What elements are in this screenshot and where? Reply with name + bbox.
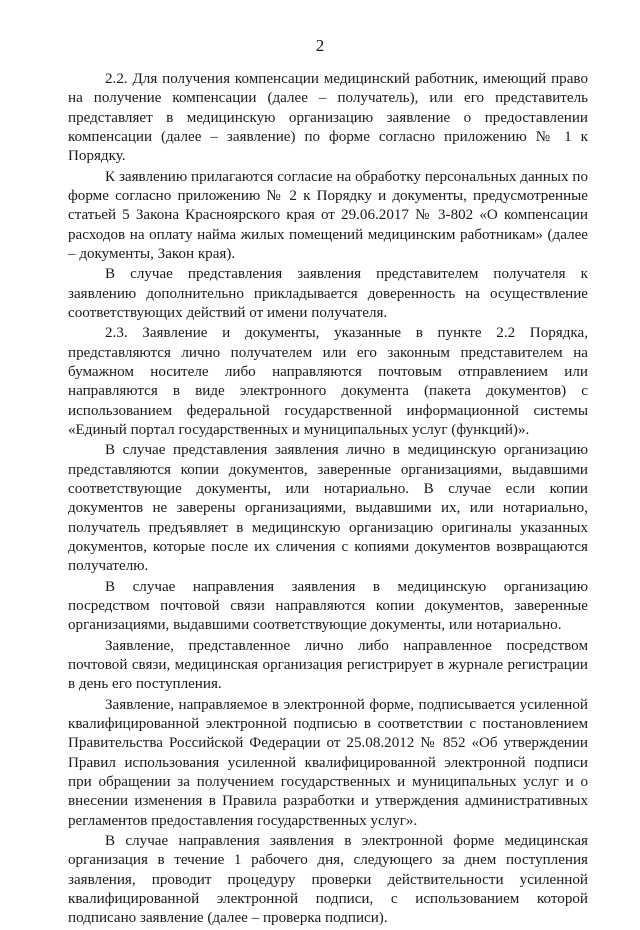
paragraph-by-mail: В случае направления заявления в медицинскую организацию посредством почтовой связи направляются копии документов, заверенные организациями, выдавшими соответствующие документы, или нотариально. <box>68 578 588 634</box>
paragraph-2-2: 2.2. Для получения компенсации медицинский работник, имеющий право на получение компенсации (далее – получатель), или его представитель представляет в медицинскую организацию заявление о предоставлении компенсации (далее – заявление) по форме согласно приложению № 1 к Порядку. <box>68 71 588 165</box>
paragraph-2-3: 2.3. Заявление и документы, указанные в пункте 2.2 Порядка, представляются лично получателем или его законным представителем на бумажном носителе либо направляются почтовым отправлением или направляются в виде электронного документа (пакета документов) с использованием федеральной государственной информационной системы «Единый портал государственных и муниципальных услуг (функций)». <box>68 325 588 438</box>
document-body <box>68 70 588 930</box>
paragraph-representative: В случае представления заявления представителем получателя к заявлению дополнительно прикладывается доверенность на осуществление соответствующих действий от имени получателя. <box>68 266 588 321</box>
paragraph-signature-check: В случае направления заявления в электронной форме медицинская организация в течение 1 рабочего дня, следующего за днем поступления заявления, проводит процедуру проверки действительности усиленной квалифицированной электронной подписи, с использованием которой подписано заявление (далее – проверка подписи). <box>68 833 588 927</box>
paragraph-in-person: В случае представления заявления лично в медицинскую организацию представляются копии документов, заверенные организациями, выдавшими соответствующие документы, или нотариально. В случае если копии документов не заверены организациями, выдавшими их, или нотариально, получатель предъявляет в медицинскую организацию оригиналы указанных документов, которые после их сличения с копиями документов возвращаются получателю. <box>68 442 588 575</box>
paragraph-electronic-signature: Заявление, направляемое в электронной форме, подписывается усиленной квалифицированной электронной подписью в соответствии с постановлением Правительства Российской Федерации от 25.08.2012 № 852 «Об утверждении Правил использования усиленной квалифицированной электронной подписи при обращении за получением государственных и муниципальных услуг и о внесении изменения в Правила разработки и утверждения административных регламентов предоставления государственных услуг». <box>68 696 588 829</box>
paragraph-attachments: К заявлению прилагаются согласие на обработку персональных данных по форме согласно приложению № 2 к Порядку и документы, предусмотренные статьей 5 Закона Красноярского края от 29.06.2017 № 3-802 «О компенсации расходов на оплату найма жилых помещений медицинским работникам» (далее – документы, Закон края). <box>68 168 588 262</box>
page-number: 2 <box>315 36 325 55</box>
paragraph-registration: Заявление, представленное лично либо направленное посредством почтовой связи, медицинская организация регистрирует в журнале регистрации в день его поступления. <box>68 637 588 693</box>
